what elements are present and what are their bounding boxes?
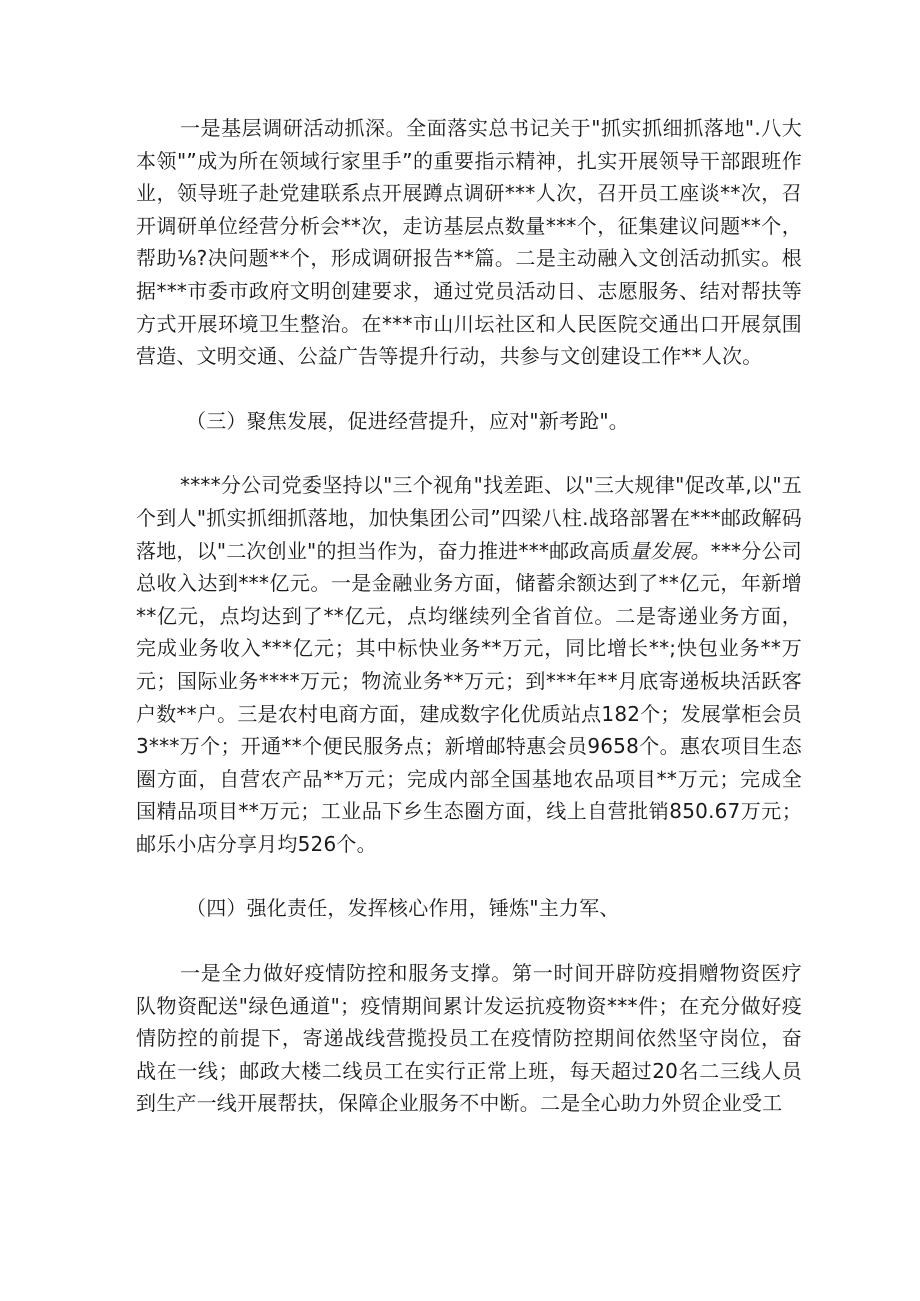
paragraph-research-and-civilization: 一是基层调研活动抓深。全面落实总书记关于"抓实抓细抓落地".八大本领"”成为所在领域行家里手”的重要指示精神，扎实开展领导干部跟班作业，领导班子赴党建联系点开展蹲点调研***人次，召开员工座谈**次，召开调研单位经营分析会**次，走访基层点数量***个，征集建议问题**个，帮助⅛?决问题**个，形成调研报告**篇。二是主动融入文创活动抓实。根据***市委市政府文明创建要求，通过党员活动日、志愿服务、结对帮扶等方式开展环境卫生整治。在***市山川坛社区和人民医院交通出口开展氛围营造、文明交通、公益广告等提升行动，共参与文创建设工作**人次。 bbox=[136, 116, 802, 369]
business-text-start: ****分公司党委坚持以"三个视角"找差距、以"三大规律"促改革,以"五个到人"抓实抓细抓落地，加快集团公司”四梁八柱.战珞部署在***邮政解码落地，以"二次创业"的担当作为，奋力推进***邮政高质 bbox=[136, 473, 802, 563]
business-text-rest: ***分公司总收入达到***亿元。一是金融业务方面，储蓄余额达到了**亿元，年新增**亿元，点均达到了**亿元，点均继续列全省首位。二是寄递业务方面，完成业务收入***亿元；其中标快业务**万元，同比增长**;快包业务**万元；国际业务****万元；物流业务**万元；到***年**月底寄递板块活跃客户数**户。三是农村电商方面，建成数字化优质站点182个；发展掌柜会员3***万个；开通**个便民服务点；新增邮特惠会员9658个。惠农项目生态圈方面，自营农产品**万元；完成内部全国基地农品项目**万元；完成全国精品项目**万元；工业品下乡生态圈方面，线上自营批销850.67万元；邮乐小店分享月均526个。 bbox=[136, 538, 802, 856]
business-text-emphasis: 量发展。 bbox=[629, 538, 711, 563]
paragraph-epidemic-support: 一是全力做好疫情防控和服务支撑。第一时间开辟防疫捐赠物资医疗队物资配送"绿色通道"；疫情期间累计发运抗疫物资***件；在充分做好疫情防控的前提下，寄递战线营揽投员工在疫情防控期间依然坚守岗位，奋战在一线；邮政大楼二线员工在实行正常上班，每天超过20名二三线人员到生产一线开展帮扶，保障企业服务不中断。二是全心助力外贸企业受工 bbox=[136, 961, 802, 1116]
document-body bbox=[136, 112, 802, 1120]
section-heading-three: （三）聚焦发展，促进经营提升，应对"新考跄"。 bbox=[186, 408, 629, 433]
section-heading-four: （四）强化责任，发挥核心作用，锤炼"主力军、 bbox=[186, 896, 620, 921]
paragraph-business-development bbox=[136, 469, 802, 860]
